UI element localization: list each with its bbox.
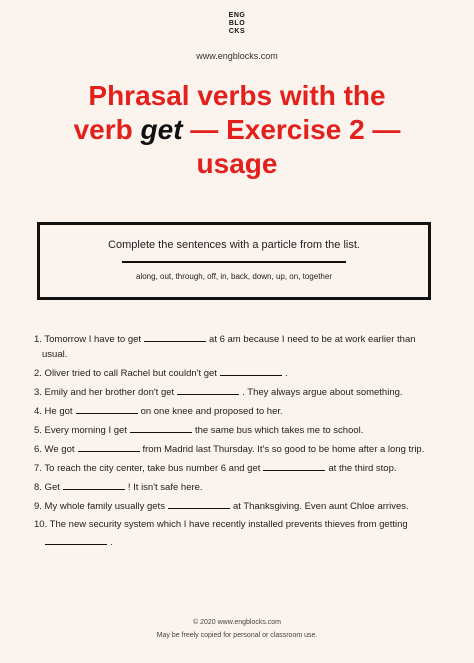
sentence-9-post: at Thanksgiving. Even aunt Chloe arrives. bbox=[232, 501, 409, 512]
sentence-2 bbox=[34, 366, 444, 381]
site-url[interactable]: www.engblocks.com bbox=[196, 51, 278, 61]
sentence-8-post: ! It isn't safe here. bbox=[127, 482, 203, 493]
sentence-6-pre: 6. We got bbox=[34, 444, 75, 455]
particle-list: along, out, through, off, in, back, down, up, on, together bbox=[136, 272, 332, 281]
answer-blank-4[interactable] bbox=[76, 404, 138, 414]
page-title bbox=[30, 79, 444, 181]
sentence-7-pre: 7. To reach the city center, take bus number 6 and get bbox=[34, 463, 261, 474]
sentence-1-post: at 6 am because I need to be at work earlier than bbox=[209, 334, 416, 345]
sentence-10-end: . bbox=[110, 537, 113, 548]
divider-line bbox=[122, 261, 346, 263]
sentence-1-pre: 1. Tomorrow I have to get bbox=[34, 334, 142, 345]
sentence-10 bbox=[34, 518, 444, 532]
sentence-2-post: . bbox=[284, 368, 288, 379]
sentence-3-pre: 3. Emily and her brother don't get bbox=[34, 387, 175, 398]
sentence-9-pre: 9. My whole family usually gets bbox=[34, 501, 165, 512]
title-line-2 bbox=[30, 113, 444, 147]
answer-blank-5[interactable] bbox=[130, 423, 192, 433]
instructions-text: Complete the sentences with a particle from the list. bbox=[108, 239, 360, 251]
sentence-6 bbox=[34, 442, 444, 457]
engblocks-logo bbox=[224, 12, 250, 48]
sentence-8 bbox=[34, 480, 444, 495]
sentence-10-continued bbox=[34, 535, 452, 550]
sentence-9 bbox=[34, 499, 444, 514]
title-line-1: Phrasal verbs with the bbox=[88, 80, 386, 111]
answer-blank-3[interactable] bbox=[177, 385, 239, 395]
title-line-2-pre: verb bbox=[73, 114, 141, 145]
logo-row-1: ENG bbox=[228, 12, 246, 19]
answer-blank-1[interactable] bbox=[144, 332, 206, 342]
answer-blank-7[interactable] bbox=[263, 461, 325, 471]
title-emphasis: get bbox=[140, 114, 183, 145]
copyright-text: © 2020 www.engblocks.com bbox=[192, 619, 282, 626]
sentence-4-pre: 4. He got bbox=[34, 406, 73, 417]
sentence-1 bbox=[34, 332, 444, 347]
sentence-3-post: . They always argue about something. bbox=[242, 387, 403, 398]
sentence-3 bbox=[34, 385, 444, 400]
license-text: May be freely copied for personal or classroom use. bbox=[156, 632, 318, 639]
sentence-10-pre: 10. The new security system which I have recently installed prevents thieves from getting bbox=[34, 519, 408, 530]
title-line-2-post: — Exercise 2 — bbox=[182, 114, 401, 145]
sentence-5 bbox=[34, 423, 444, 438]
logo-row-2: BLO bbox=[228, 20, 246, 27]
instructions-box bbox=[37, 222, 431, 300]
answer-blank-2[interactable] bbox=[220, 366, 282, 376]
sentence-5-pre: 5. Every morning I get bbox=[34, 425, 127, 436]
sentence-7 bbox=[34, 461, 444, 476]
answer-blank-10[interactable] bbox=[45, 535, 107, 545]
sentence-4 bbox=[34, 404, 444, 419]
sentence-4-post: on one knee and proposed to her. bbox=[140, 406, 283, 417]
sentence-6-post: from Madrid last Thursday. It's so good to be home after a long trip. bbox=[142, 444, 425, 455]
sentence-1-continued: usual. bbox=[42, 349, 68, 360]
sentence-8-pre: 8. Get bbox=[34, 482, 60, 493]
title-line-3: usage bbox=[196, 148, 278, 179]
sentence-7-post: at the third stop. bbox=[328, 463, 397, 474]
sentence-2-pre: 2. Oliver tried to call Rachel but couldn't get bbox=[34, 368, 217, 379]
sentence-5-post: the same bus which takes me to school. bbox=[194, 425, 364, 436]
answer-blank-8[interactable] bbox=[63, 480, 125, 490]
answer-blank-6[interactable] bbox=[78, 442, 140, 452]
logo-row-3: CKS bbox=[228, 28, 246, 35]
answer-blank-9[interactable] bbox=[168, 499, 230, 509]
